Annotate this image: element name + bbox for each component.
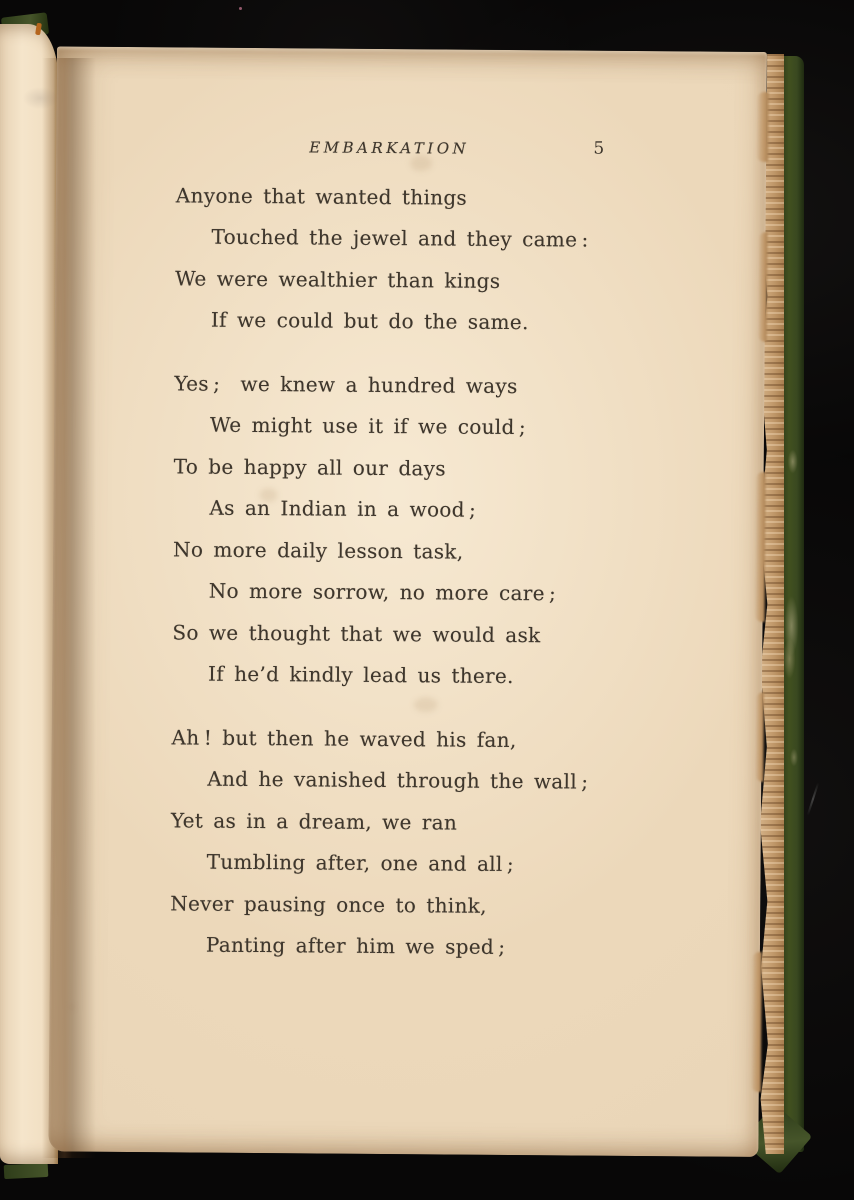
book-cover-bottom-left-sliver xyxy=(4,1163,49,1179)
page-number: 5 xyxy=(593,138,605,159)
poem-line: Never pausing once to think, xyxy=(170,891,487,918)
poem xyxy=(170,174,656,969)
poem-line: Yet as in a dream, we ran xyxy=(170,808,458,835)
deckle-edge-nick xyxy=(755,692,764,782)
deckle-edge-nick xyxy=(751,952,762,1092)
poem-line: And he vanished through the wall ; xyxy=(207,766,589,794)
paper-speck xyxy=(69,1005,74,1010)
poem-line: To be happy all our days xyxy=(173,454,446,481)
poem-line: Yes ; we knew a hundred ways xyxy=(174,371,518,398)
dust-speck xyxy=(239,7,242,10)
fabric-thread-highlight xyxy=(807,783,819,816)
poem-line: No more sorrow, no more care ; xyxy=(208,578,557,606)
deckle-edge-nick xyxy=(756,92,769,162)
deckle-edge-nick xyxy=(755,472,766,622)
deckle-edge-nick xyxy=(758,232,768,342)
running-header: EMBARKATION xyxy=(309,138,470,158)
book-page xyxy=(48,46,767,1157)
poem-line: We were wealthier than kings xyxy=(175,266,501,293)
stanza xyxy=(175,174,656,344)
poem-line: Anyone that wanted things xyxy=(175,183,468,210)
poem-line: Ah ! but then he waved his fan, xyxy=(171,725,517,752)
poem-line: Touched the jewel and they came : xyxy=(211,224,589,252)
poem-line: So we thought that we would ask xyxy=(172,620,541,647)
poem-line: Panting after him we sped ; xyxy=(205,932,506,960)
stanza xyxy=(170,716,652,969)
page-header-row xyxy=(174,137,604,164)
poem-line: As an Indian in a wood ; xyxy=(209,495,477,522)
stanza xyxy=(172,362,655,698)
poem-line: We might use it if we could ; xyxy=(209,412,527,440)
poem-line: If he’d kindly lead us there. xyxy=(208,661,514,689)
poem-line: Tumbling after, one and all ; xyxy=(206,849,515,877)
poem-line: If we could but do the same. xyxy=(210,307,529,335)
poem-line: No more daily lesson task, xyxy=(172,537,464,564)
